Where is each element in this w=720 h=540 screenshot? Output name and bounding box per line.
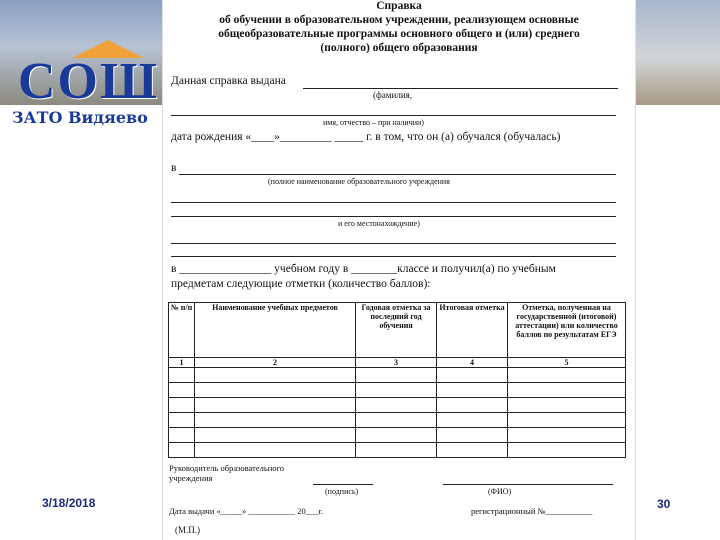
location-line-2 bbox=[171, 256, 616, 257]
institution-line-3 bbox=[171, 216, 616, 217]
fio-line bbox=[443, 484, 613, 485]
grades-number-row bbox=[169, 358, 626, 368]
slide-date: 3/18/2018 bbox=[42, 496, 96, 510]
grades-header-row bbox=[169, 303, 626, 358]
col-number-3: 3 bbox=[356, 358, 437, 368]
table-row bbox=[169, 368, 626, 383]
school-photo-right bbox=[633, 0, 720, 105]
institution-prefix: в bbox=[171, 162, 177, 174]
signature-hint: (подпись) bbox=[325, 487, 359, 496]
name-hint: имя, отчество – при наличии) bbox=[323, 118, 424, 127]
issued-to-label: Данная справка выдана bbox=[171, 75, 286, 87]
table-row bbox=[169, 428, 626, 443]
head-label: Руководитель образовательного учреждения bbox=[169, 463, 285, 483]
doc-subtitle-line1: об обучении в образовательном учреждении, реализующем основные bbox=[219, 14, 579, 26]
col-number-5: 5 bbox=[508, 358, 626, 368]
table-row bbox=[169, 383, 626, 398]
surname-line bbox=[303, 88, 618, 89]
table-row bbox=[169, 443, 626, 458]
col-number-2: 2 bbox=[195, 358, 356, 368]
logo-main-text: СОШ bbox=[18, 53, 160, 110]
institution-line bbox=[179, 174, 616, 175]
location-hint: и его местонахождение) bbox=[338, 219, 420, 228]
col-exam-header: Отметка, полученная на государственной (итоговой) аттестации) или количество баллов по результатам ЕГЭ bbox=[508, 303, 626, 358]
certificate-document bbox=[162, 0, 636, 540]
registration-number: регистрационный №___________ bbox=[471, 506, 593, 516]
slide-number: 30 bbox=[657, 497, 671, 511]
grades-table bbox=[168, 302, 626, 458]
school-year-line: в ________________ учебном году в ________классе и получил(а) по учебным bbox=[171, 263, 556, 275]
surname-hint: (фамилия, bbox=[373, 90, 413, 100]
col-final-header: Итоговая отметка bbox=[437, 303, 508, 358]
col-number-1: 1 bbox=[169, 358, 195, 368]
col-number-header: № п/п bbox=[169, 303, 195, 358]
location-line bbox=[171, 243, 616, 244]
school-logo bbox=[12, 40, 162, 130]
name-line bbox=[171, 115, 616, 116]
birth-date-line: дата рождения «____»_________ _____ г. в том, что он (а) обучался (обучалась) bbox=[171, 131, 561, 143]
doc-subtitle-line2: общеобразовательные программы основного общего и (или) среднего bbox=[218, 28, 580, 40]
signature-line bbox=[313, 484, 373, 485]
fio-hint: (ФИО) bbox=[488, 487, 512, 496]
grades-intro: предметам следующие отметки (количество баллов): bbox=[171, 278, 431, 290]
doc-subtitle-line3: (полного) общего образования bbox=[320, 42, 478, 54]
institution-hint: (полное наименование образовательного учреждения bbox=[268, 177, 450, 186]
table-row bbox=[169, 398, 626, 413]
col-annual-header: Годовая отметка за последний год обучения bbox=[356, 303, 437, 358]
logo-subtitle: ЗАТО Видяево bbox=[12, 108, 148, 127]
issue-date: Дата выдачи «_____» ___________ 20___г. bbox=[169, 506, 324, 516]
col-subject-header: Наименование учебных предметов bbox=[195, 303, 356, 358]
col-number-4: 4 bbox=[437, 358, 508, 368]
doc-title: Справка bbox=[376, 0, 422, 12]
stamp-placeholder: (М.П.) bbox=[175, 525, 200, 535]
table-row bbox=[169, 413, 626, 428]
institution-line-2 bbox=[171, 202, 616, 203]
